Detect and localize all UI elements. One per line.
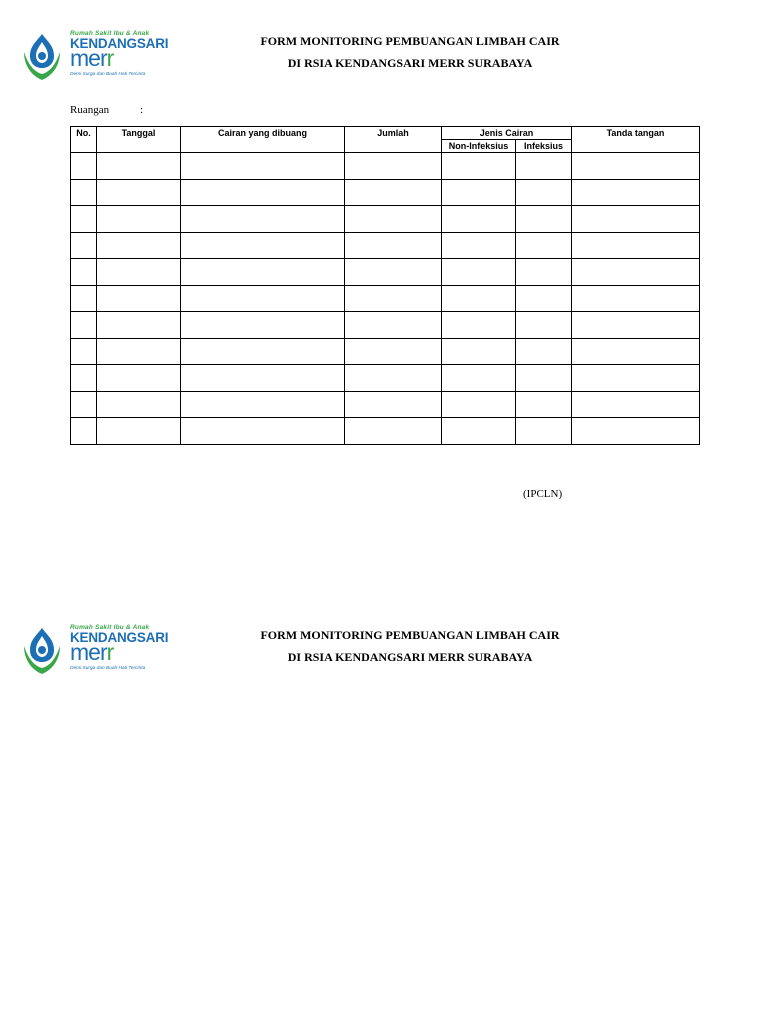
table-row bbox=[71, 206, 700, 233]
cell-tanggal[interactable] bbox=[97, 365, 181, 392]
logo-motto: Demi Surga dan Buah Hati Tercinta bbox=[70, 666, 146, 671]
table-row bbox=[71, 232, 700, 259]
table-row bbox=[71, 312, 700, 339]
cell-non-infeksius[interactable] bbox=[442, 179, 516, 206]
table-row bbox=[71, 418, 700, 445]
table-row bbox=[71, 153, 700, 180]
cell-no[interactable] bbox=[71, 338, 97, 365]
ruangan-label: Ruangan bbox=[70, 104, 110, 116]
cell-tanggal[interactable] bbox=[97, 232, 181, 259]
cell-no[interactable] bbox=[71, 206, 97, 233]
table-row bbox=[71, 259, 700, 286]
cell-tanggal[interactable] bbox=[97, 206, 181, 233]
cell-no[interactable] bbox=[71, 285, 97, 312]
cell-jumlah[interactable] bbox=[345, 153, 442, 180]
cell-infeksius[interactable] bbox=[516, 365, 572, 392]
cell-tanggal[interactable] bbox=[97, 153, 181, 180]
cell-infeksius[interactable] bbox=[516, 312, 572, 339]
cell-cairan[interactable] bbox=[181, 391, 345, 418]
cell-tanda-tangan[interactable] bbox=[572, 418, 700, 445]
cell-jumlah[interactable] bbox=[345, 365, 442, 392]
logo-tagline: Rumah Sakit Ibu & Anak bbox=[70, 30, 150, 37]
cell-jumlah[interactable] bbox=[345, 232, 442, 259]
header-tanggal: Tanggal bbox=[97, 127, 181, 153]
cell-infeksius[interactable] bbox=[516, 418, 572, 445]
cell-jumlah[interactable] bbox=[345, 285, 442, 312]
cell-non-infeksius[interactable] bbox=[442, 153, 516, 180]
cell-tanda-tangan[interactable] bbox=[572, 338, 700, 365]
cell-non-infeksius[interactable] bbox=[442, 232, 516, 259]
cell-tanda-tangan[interactable] bbox=[572, 285, 700, 312]
cell-infeksius[interactable] bbox=[516, 206, 572, 233]
cell-tanggal[interactable] bbox=[97, 338, 181, 365]
cell-jumlah[interactable] bbox=[345, 179, 442, 206]
cell-cairan[interactable] bbox=[181, 179, 345, 206]
table-row bbox=[71, 365, 700, 392]
logo-motto: Demi Surga dan Buah Hati Tercinta bbox=[70, 72, 146, 77]
cell-non-infeksius[interactable] bbox=[442, 338, 516, 365]
cell-infeksius[interactable] bbox=[516, 285, 572, 312]
cell-jumlah[interactable] bbox=[345, 206, 442, 233]
cell-non-infeksius[interactable] bbox=[442, 418, 516, 445]
cell-tanda-tangan[interactable] bbox=[572, 206, 700, 233]
cell-infeksius[interactable] bbox=[516, 391, 572, 418]
cell-no[interactable] bbox=[71, 232, 97, 259]
table-row bbox=[71, 285, 700, 312]
cell-infeksius[interactable] bbox=[516, 153, 572, 180]
logo-brand: merr bbox=[70, 45, 114, 71]
cell-non-infeksius[interactable] bbox=[442, 206, 516, 233]
form-subtitle-page2: DI RSIA KENDANGSARI MERR SURABAYA bbox=[287, 650, 533, 664]
cell-tanggal[interactable] bbox=[97, 285, 181, 312]
header-no: No. bbox=[71, 127, 97, 153]
cell-cairan[interactable] bbox=[181, 365, 345, 392]
cell-tanda-tangan[interactable] bbox=[572, 259, 700, 286]
logo-tagline: Rumah Sakit Ibu & Anak bbox=[70, 624, 150, 631]
cell-no[interactable] bbox=[71, 391, 97, 418]
logo-name: KENDANGSARI bbox=[70, 36, 169, 51]
cell-no[interactable] bbox=[71, 418, 97, 445]
cell-non-infeksius[interactable] bbox=[442, 285, 516, 312]
cell-non-infeksius[interactable] bbox=[442, 365, 516, 392]
header-cairan: Cairan yang dibuang bbox=[181, 127, 345, 153]
cell-cairan[interactable] bbox=[181, 338, 345, 365]
cell-cairan[interactable] bbox=[181, 206, 345, 233]
table-row bbox=[71, 391, 700, 418]
cell-jumlah[interactable] bbox=[345, 418, 442, 445]
form-title-page2: FORM MONITORING PEMBUANGAN LIMBAH CAIR bbox=[260, 628, 560, 642]
cell-no[interactable] bbox=[71, 259, 97, 286]
cell-tanda-tangan[interactable] bbox=[572, 312, 700, 339]
ruangan-colon: : bbox=[140, 104, 144, 116]
monitoring-table bbox=[70, 126, 700, 445]
header-infeksius: Infeksius bbox=[516, 140, 572, 153]
cell-tanda-tangan[interactable] bbox=[572, 391, 700, 418]
cell-tanggal[interactable] bbox=[97, 391, 181, 418]
cell-no[interactable] bbox=[71, 365, 97, 392]
cell-infeksius[interactable] bbox=[516, 259, 572, 286]
cell-non-infeksius[interactable] bbox=[442, 391, 516, 418]
cell-tanggal[interactable] bbox=[97, 179, 181, 206]
cell-non-infeksius[interactable] bbox=[442, 312, 516, 339]
cell-infeksius[interactable] bbox=[516, 232, 572, 259]
ruangan-field bbox=[70, 104, 144, 116]
form-subtitle: DI RSIA KENDANGSARI MERR SURABAYA bbox=[287, 56, 533, 70]
form-title: FORM MONITORING PEMBUANGAN LIMBAH CAIR bbox=[260, 34, 560, 48]
cell-jumlah[interactable] bbox=[345, 338, 442, 365]
logo-brand: merr bbox=[70, 639, 114, 665]
cell-tanggal[interactable] bbox=[97, 259, 181, 286]
cell-infeksius[interactable] bbox=[516, 179, 572, 206]
cell-jumlah[interactable] bbox=[345, 391, 442, 418]
cell-cairan[interactable] bbox=[181, 285, 345, 312]
cell-no[interactable] bbox=[71, 312, 97, 339]
logo-name: KENDANGSARI bbox=[70, 630, 169, 645]
cell-tanda-tangan[interactable] bbox=[572, 365, 700, 392]
cell-cairan[interactable] bbox=[181, 259, 345, 286]
cell-cairan[interactable] bbox=[181, 153, 345, 180]
header-jumlah: Jumlah bbox=[345, 127, 442, 153]
signature-label: (IPCLN) bbox=[523, 488, 563, 500]
cell-no[interactable] bbox=[71, 153, 97, 180]
cell-tanda-tangan[interactable] bbox=[572, 232, 700, 259]
table-row bbox=[71, 338, 700, 365]
table-row bbox=[71, 179, 700, 206]
cell-cairan[interactable] bbox=[181, 418, 345, 445]
cell-non-infeksius[interactable] bbox=[442, 259, 516, 286]
header-jenis-cairan: Jenis Cairan bbox=[442, 127, 572, 140]
cell-infeksius[interactable] bbox=[516, 338, 572, 365]
cell-tanda-tangan[interactable] bbox=[572, 179, 700, 206]
cell-jumlah[interactable] bbox=[345, 312, 442, 339]
cell-cairan[interactable] bbox=[181, 232, 345, 259]
cell-tanggal[interactable] bbox=[97, 312, 181, 339]
cell-jumlah[interactable] bbox=[345, 259, 442, 286]
cell-no[interactable] bbox=[71, 179, 97, 206]
cell-tanggal[interactable] bbox=[97, 418, 181, 445]
cell-cairan[interactable] bbox=[181, 312, 345, 339]
header-tanda-tangan: Tanda tangan bbox=[572, 127, 700, 153]
cell-tanda-tangan[interactable] bbox=[572, 153, 700, 180]
header-non-infeksius: Non-Infeksius bbox=[442, 140, 516, 153]
